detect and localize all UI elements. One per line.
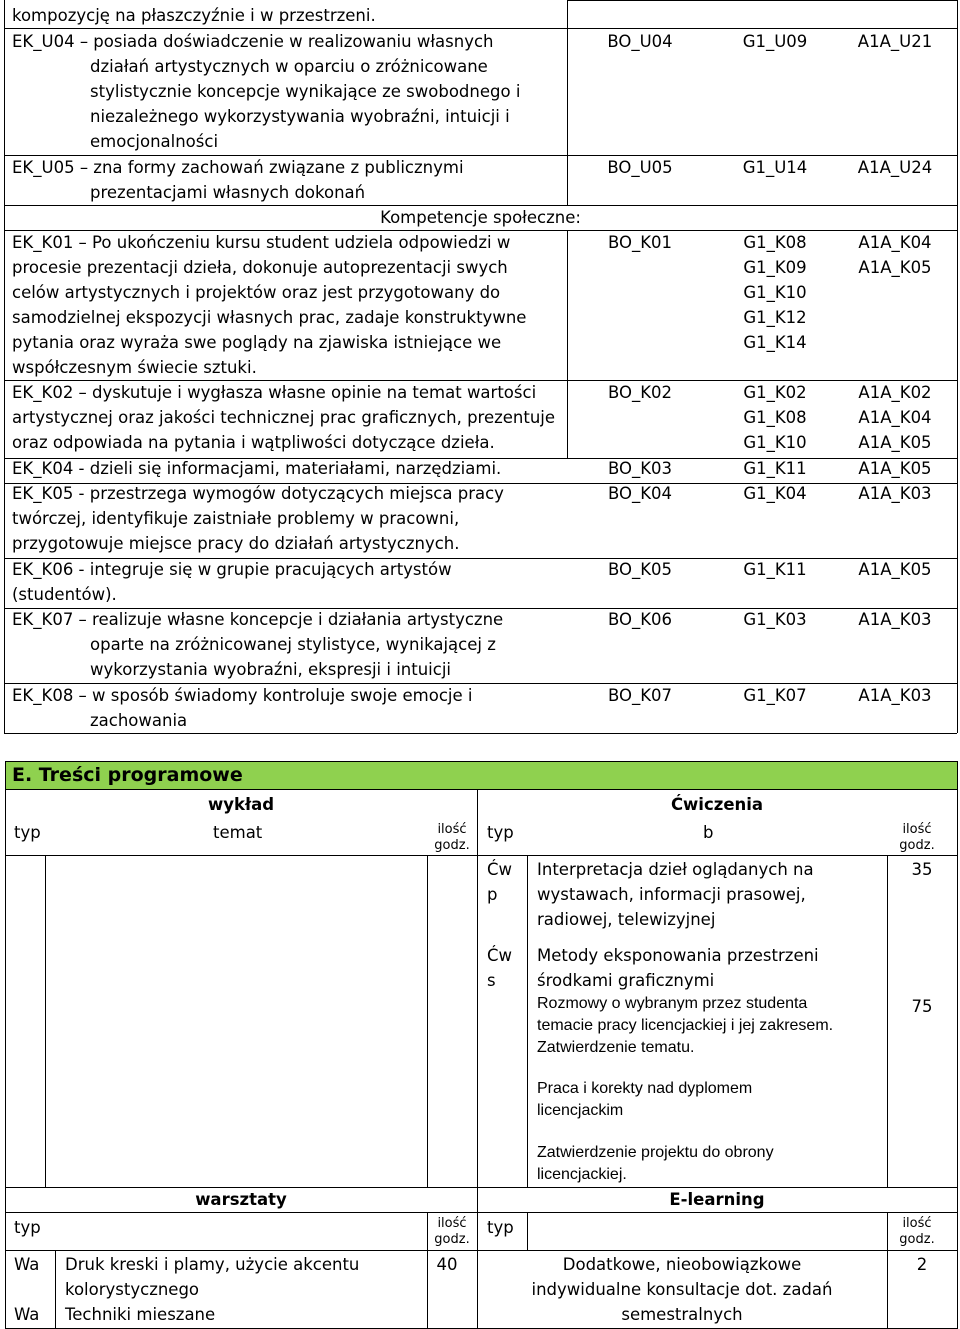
code-a1a: A1A_K02 (858, 383, 932, 402)
code-a1a: A1A_K05 (858, 258, 932, 277)
table-rule (957, 761, 958, 1329)
outcome-k06-line: (studentów). (12, 585, 117, 604)
table-rule (5, 761, 6, 1329)
el-col-hours: ilość godz. (899, 1216, 935, 1247)
code-bo: BO_K04 (607, 484, 673, 503)
ex-row4-line: Praca i korekty nad dyplomem (537, 1080, 753, 1097)
outcome-u05-line: EK_U05 – zna formy zachowań związane z publicznymi (12, 158, 464, 177)
ex-row1-hours: 35 (911, 860, 933, 879)
ex-row1-line: wystawach, informacji prasowej, (537, 885, 806, 904)
code-bo: BO_K01 (607, 233, 673, 252)
code-a1a: A1A_K04 (858, 233, 932, 252)
code-a1a: A1A_K05 (858, 560, 932, 579)
ex-row1-line: radiowej, telewizyjnej (537, 910, 716, 929)
code-a1a: A1A_K05 (858, 459, 932, 478)
el-row-line: semestralnych (621, 1305, 743, 1324)
code-a1a: A1A_K04 (858, 408, 932, 427)
outcome-u04-line: niezależnego wykorzystywania wyobraźni, intuicji i (90, 107, 510, 126)
outcome-k06-line: EK_K06 - integruje się w grupie pracujących artystów (12, 560, 452, 579)
outcome-k01-line: EK_K01 – Po ukończeniu kursu student udziela odpowiedzi w (12, 233, 511, 252)
outcome-k07-line: oparte na zróżnicowanej stylistyce, wynikającej z (90, 635, 496, 654)
ws-row-line: Druk kreski i plamy, użycie akcentu (65, 1255, 360, 1274)
table-rule (55, 1250, 56, 1329)
table-rule (567, 0, 568, 205)
col-hours: ilość godz. (434, 822, 470, 853)
outcome-k07-line: EK_K07 – realizuje własne koncepcje i działania artystyczne (12, 610, 504, 629)
ex-row3-line: Zatwierdzenie tematu. (537, 1039, 695, 1056)
outcome-k01-line: samodzielnej ekspozycji własnych prac, zadaje konstruktywne (12, 308, 527, 327)
code-g1: G1_K02 (743, 383, 807, 402)
table-rule (5, 1250, 477, 1251)
code-g1: G1_K12 (743, 308, 807, 327)
table-rule (5, 855, 477, 856)
outcome-k08-line: zachowania (90, 711, 188, 730)
table-rule (567, 230, 568, 458)
table-rule (4, 0, 5, 733)
outcome-u04-line: stylistycznie koncepcje wynikające ze swobodnego i (90, 82, 521, 101)
code-g1: G1_K07 (743, 686, 807, 705)
code-g1: G1_K03 (743, 610, 807, 629)
code-a1a: A1A_K03 (858, 686, 932, 705)
ex-row2-line: Metody eksponowania przestrzeni (537, 946, 819, 965)
code-a1a: A1A_U24 (857, 158, 933, 177)
table-rule (477, 855, 527, 856)
table-rule (477, 1250, 957, 1251)
code-g1: G1_K10 (743, 433, 807, 452)
outcome-k01-line: pytania oraz wyraża swe poglądy na zjawiska istniejące we (12, 333, 502, 352)
code-g1: G1_U14 (742, 158, 808, 177)
table-rule (45, 855, 46, 1187)
ws-row-line: Techniki mieszane (65, 1305, 216, 1324)
col-b: b (703, 823, 714, 842)
table-rule (5, 1212, 477, 1213)
code-bo: BO_U04 (607, 32, 673, 51)
code-bo: BO_K02 (607, 383, 673, 402)
table-rule (887, 855, 888, 1187)
ex-row1-line: Interpretacja dzieł oglądanych na (537, 860, 814, 879)
code-g1: G1_U09 (742, 32, 808, 51)
code-g1: G1_K11 (743, 459, 807, 478)
code-a1a: A1A_K05 (858, 433, 932, 452)
code-g1: G1_K10 (743, 283, 807, 302)
ws-col-hours: ilość godz. (434, 1216, 470, 1247)
code-a1a: A1A_K03 (858, 610, 932, 629)
elearning-header: E-learning (669, 1190, 765, 1209)
table-rule (527, 1212, 528, 1250)
ex-row2-typ: Ćw s (487, 946, 513, 990)
ex-row1-typ: Ćw p (487, 860, 513, 904)
ex-row3-line: Rozmowy o wybranym przez studenta (537, 995, 808, 1012)
outcome-k05-line: przygotowuje miejsce pracy do działań artystycznych. (12, 534, 460, 553)
table-rule (887, 855, 957, 856)
outcome-u05-line: prezentacjami własnych dokonań (90, 183, 366, 202)
col-hours-ex: ilość godz. (899, 822, 935, 853)
outcome-u04-line: EK_U04 – posiada doświadczenie w realizowaniu własnych (12, 32, 494, 51)
code-g1: G1_K09 (743, 258, 807, 277)
code-bo: BO_U05 (607, 158, 673, 177)
el-col-typ: typ (487, 1218, 514, 1237)
table-rule (5, 761, 957, 762)
ws-row-hours: 40 (436, 1255, 458, 1274)
ex-row3-hours: 75 (911, 997, 933, 1016)
outcome-k04-line: EK_K04 - dzieli się informacjami, materiałami, narzędziami. (12, 459, 502, 478)
ws-row-line: kolorystycznego (65, 1280, 200, 1299)
outcome-k01-line: procesie prezentacji dzieła, dokonuje autoprezentacji swych (12, 258, 508, 277)
code-bo: BO_K06 (607, 610, 673, 629)
outcome-k08-line: EK_K08 – w sposób świadomy kontroluje swoje emocje i (12, 686, 473, 705)
code-g1: G1_K08 (743, 233, 807, 252)
lecture-header: wykład (207, 795, 275, 814)
competence-header: Kompetencje społeczne: (380, 208, 581, 227)
outcome-k02-line: oraz odpowiada na pytania i wątpliwości dotyczące dzieła. (12, 433, 495, 452)
outcome-k01-line: celów artystycznych i projektów oraz jest przygotowany do (12, 283, 501, 302)
exercises-header: Ćwiczenia (670, 795, 764, 814)
ex-row3-line: temacie pracy licencjackiej i jej zakresem. (537, 1017, 834, 1034)
col-typ: typ (14, 823, 41, 842)
outcome-u04-line: działań artystycznych w oparciu o zróżnicowane (90, 57, 488, 76)
ws-col-typ: typ (14, 1218, 41, 1237)
table-rule (567, 0, 957, 1)
outcome-k01-line: współczesnym świecie sztuki. (12, 358, 257, 377)
workshops-header: warsztaty (195, 1190, 287, 1209)
outcome-k02-line: EK_K02 – dyskutuje i wygłasza własne opinie na temat wartości (12, 383, 537, 402)
code-bo: BO_K07 (607, 686, 673, 705)
table-rule (477, 789, 478, 1329)
outcome-k07-line: wykorzystania wyobraźni, ekspresji i intuicji (90, 660, 452, 679)
col-typ-ex: typ (487, 823, 514, 842)
table-rule (527, 855, 887, 856)
table-rule (477, 1212, 957, 1213)
code-g1: G1_K08 (743, 408, 807, 427)
code-g1: G1_K11 (743, 560, 807, 579)
outcome-k05-line: EK_K05 - przestrzega wymogów dotyczących miejsca pracy (12, 484, 504, 503)
table-rule (4, 733, 957, 734)
outcome-k05-line: twórczej, identyfikuje zaistniałe problemy w pracowni, (12, 509, 460, 528)
table-rule (887, 1212, 888, 1329)
outcome-k02-line: artystycznej oraz jakości technicznej prac graficznych, prezentuje (12, 408, 556, 427)
col-topic: temat (213, 823, 263, 842)
ex-row5-line: licencjackiej. (537, 1166, 627, 1183)
code-g1: G1_K04 (743, 484, 807, 503)
table-rule (957, 0, 958, 733)
el-row-hours: 2 (916, 1255, 928, 1274)
outcome-continuation: kompozycję na płaszczyźnie i w przestrzeni. (12, 6, 376, 25)
ex-row4-line: licencjackim (537, 1102, 624, 1119)
section-title: E. Treści programowe (12, 764, 243, 786)
el-row-line: indywidualne konsultacje dot. zadań (531, 1280, 833, 1299)
ex-row2-line: środkami graficznymi (537, 971, 715, 990)
code-bo: BO_K05 (607, 560, 673, 579)
outcome-u04-line: emocjonalności (90, 132, 219, 151)
table-rule (527, 855, 528, 1187)
ws-row-typ: Wa (14, 1305, 40, 1324)
el-row-line: Dodatkowe, nieobowiązkowe (562, 1255, 802, 1274)
code-a1a: A1A_K03 (858, 484, 932, 503)
ex-row5-line: Zatwierdzenie projektu do obrony (537, 1144, 774, 1161)
code-g1: G1_K14 (743, 333, 807, 352)
code-a1a: A1A_U21 (857, 32, 933, 51)
table-rule (5, 789, 957, 790)
code-bo: BO_K03 (607, 459, 673, 478)
table-rule (427, 855, 428, 1187)
ws-row-typ: Wa (14, 1255, 40, 1274)
